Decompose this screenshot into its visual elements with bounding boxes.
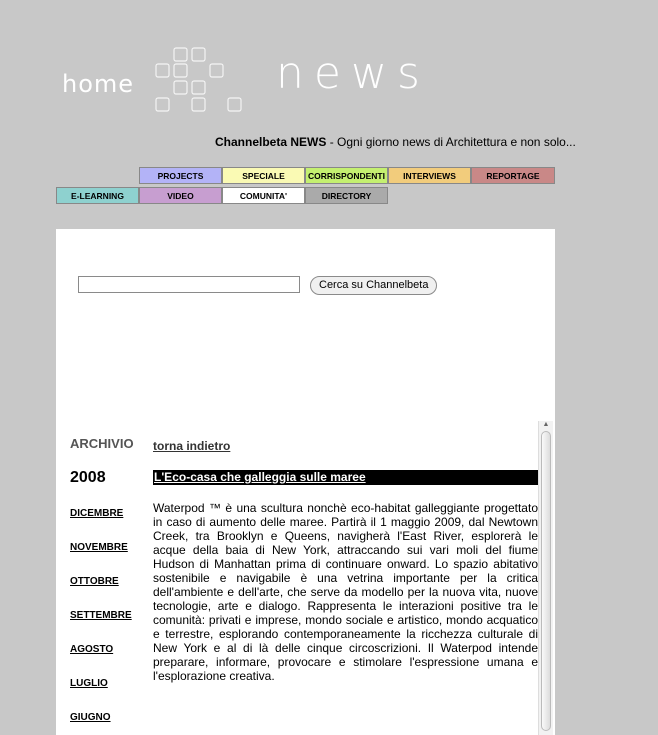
tagline-brand: Channelbeta NEWS (215, 135, 327, 149)
nav-tab-comunita[interactable]: COMUNITA' (222, 187, 305, 204)
archive-month-luglio[interactable]: LUGLIO (70, 678, 108, 689)
archive-month-ottobre[interactable]: OTTOBRE (70, 576, 119, 587)
vertical-scrollbar[interactable] (538, 421, 553, 735)
nav-tab-projects[interactable]: PROJECTS (139, 167, 222, 184)
logo-news-text: news (276, 48, 430, 99)
back-link[interactable]: torna indietro (153, 439, 231, 453)
scrollbar-thumb[interactable] (541, 431, 551, 731)
nav-tab-speciale[interactable]: SPECIALE (222, 167, 305, 184)
archive-month-giugno[interactable]: GIUGNO (70, 712, 111, 723)
archive-month-novembre[interactable]: NOVEMBRE (70, 542, 128, 553)
archive-heading: ARCHIVIO (70, 436, 134, 451)
scroll-up-arrow-icon[interactable]: ▲ (542, 421, 550, 428)
archive-month-settembre[interactable]: SETTEMBRE (70, 610, 132, 621)
nav-tab-corrispondenti[interactable]: CORRISPONDENTI (305, 167, 388, 184)
search-button[interactable]: Cerca su Channelbeta (310, 276, 437, 295)
archive-month-dicembre[interactable]: DICEMBRE (70, 508, 124, 519)
nav-tab-e-learning[interactable]: E-LEARNING (56, 187, 139, 204)
nav-tab-reportage[interactable]: REPORTAGE (471, 167, 555, 184)
squares-grid-icon (154, 46, 244, 116)
tagline-text: - Ogni giorno news di Architettura e non solo... (326, 135, 576, 149)
archive-year: 2008 (70, 469, 106, 486)
site-tagline (215, 135, 576, 149)
article-body: Waterpod ™ è una scultura nonchè eco-habitat galleggiante progettato in caso di aumento delle maree. Partirà il 1 maggio 2009, dal Newtown Creek, tra Brooklyn e Queens, navigherà l'East River, esplorerà le acque della baia di New York, attraccando sui vari moli del fiume Hudson di Manhattan prima di continuare onward. Lo spazio abitativo sostenibile e navigabile è una vetrina importante per la critica dell'ambiente e dell'arte, che serve da modello per la nuova vita, nuove tecnologie, arte e dialogo. Rappresenta le interazioni positive tra le comunità: privati e imprese, mondo sociale e artistico, mondo acquatico e terrestre, esplorando contemporaneamente la ricchezza culturale di New York e al di là delle cinque circoscrizioni. Il Waterpod intende preparare, informare, provocare e stimolare l'espressione umana e l'esplorazione creativa. (153, 501, 538, 683)
nav-tab-directory[interactable]: DIRECTORY (305, 187, 388, 204)
archive-month-agosto[interactable]: AGOSTO (70, 644, 114, 655)
logo-home-text: home (62, 70, 135, 98)
search-input[interactable] (78, 276, 300, 293)
nav-tab-interviews[interactable]: INTERVIEWS (388, 167, 471, 184)
article-title[interactable]: L'Eco-casa che galleggia sulle maree (153, 470, 538, 485)
nav-tab-video[interactable]: VIDEO (139, 187, 222, 204)
content-panel (56, 229, 555, 735)
